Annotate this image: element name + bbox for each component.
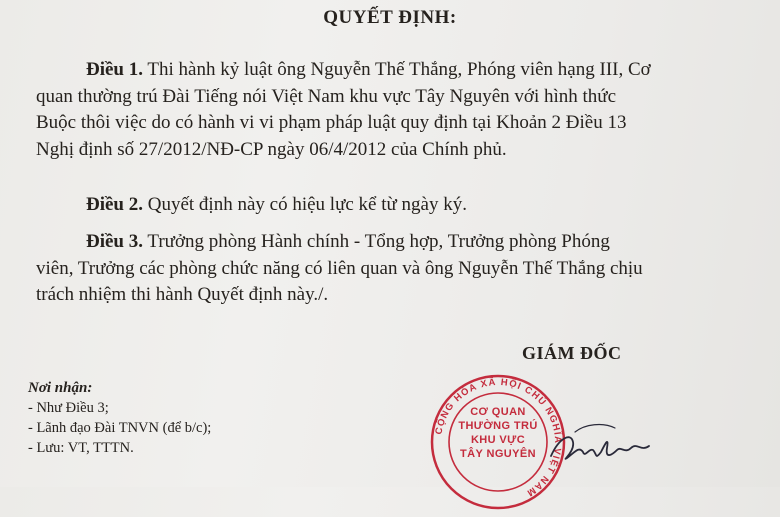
recipient-item: - Lưu: VT, TTTN. xyxy=(28,440,134,456)
article-3 xyxy=(36,229,643,309)
article-1-label: Điều 1. xyxy=(86,59,143,80)
signer-title: GIÁM ĐỐC xyxy=(522,343,622,363)
article-1-line-2: quan thường trú Đài Tiếng nói Việt Nam khu vực Tây Nguyên với hình thức xyxy=(36,85,617,107)
recipients-block xyxy=(28,378,211,458)
article-1 xyxy=(36,57,766,163)
handwritten-signature xyxy=(545,418,655,478)
article-2-label: Điều 2. xyxy=(86,194,143,215)
seal-ring-text: CỘNG HÒA XÃ HỘI CHỦ NGHĨA VIỆT NAM xyxy=(433,376,564,499)
article-1-line-1: Thi hành kỷ luật ông Nguyễn Thế Thắng, Phóng viên hạng III, Cơ xyxy=(147,59,651,80)
article-3-line-1: Trưởng phòng Hành chính - Tổng hợp, Trưởng phòng Phóng xyxy=(147,231,610,252)
article-3-line-2: viên, Trưởng các phòng chức năng có liên quan và ông Nguyễn Thế Thắng chịu xyxy=(36,257,643,279)
recipients-heading: Nơi nhận: xyxy=(28,380,93,396)
seal-line-1: CƠ QUAN xyxy=(470,406,526,418)
article-1-line-3: Buộc thôi việc do có hành vi vi phạm pháp luật quy định tại Khoản 2 Điều 13 xyxy=(36,112,627,133)
seal-line-4: TÂY NGUYÊN xyxy=(460,448,536,460)
recipient-item: - Lãnh đạo Đài TNVN (để b/c); xyxy=(28,420,212,436)
recipient-item: - Như Điều 3; xyxy=(28,400,109,416)
article-2-line-1: Quyết định này có hiệu lực kể từ ngày ký. xyxy=(147,194,467,215)
seal-line-3: KHU VỰC xyxy=(470,434,526,446)
article-3-label: Điều 3. xyxy=(86,231,143,252)
seal-line-2: THƯỜNG TRÚ xyxy=(458,420,538,432)
article-1-line-4: Nghị định số 27/2012/NĐ-CP ngày 06/4/2012 của Chính phủ. xyxy=(36,138,507,160)
document-title: QUYẾT ĐỊNH: xyxy=(323,7,457,28)
article-2 xyxy=(86,192,467,219)
article-3-line-3: trách nhiệm thi hành Quyết định này./. xyxy=(36,284,329,305)
